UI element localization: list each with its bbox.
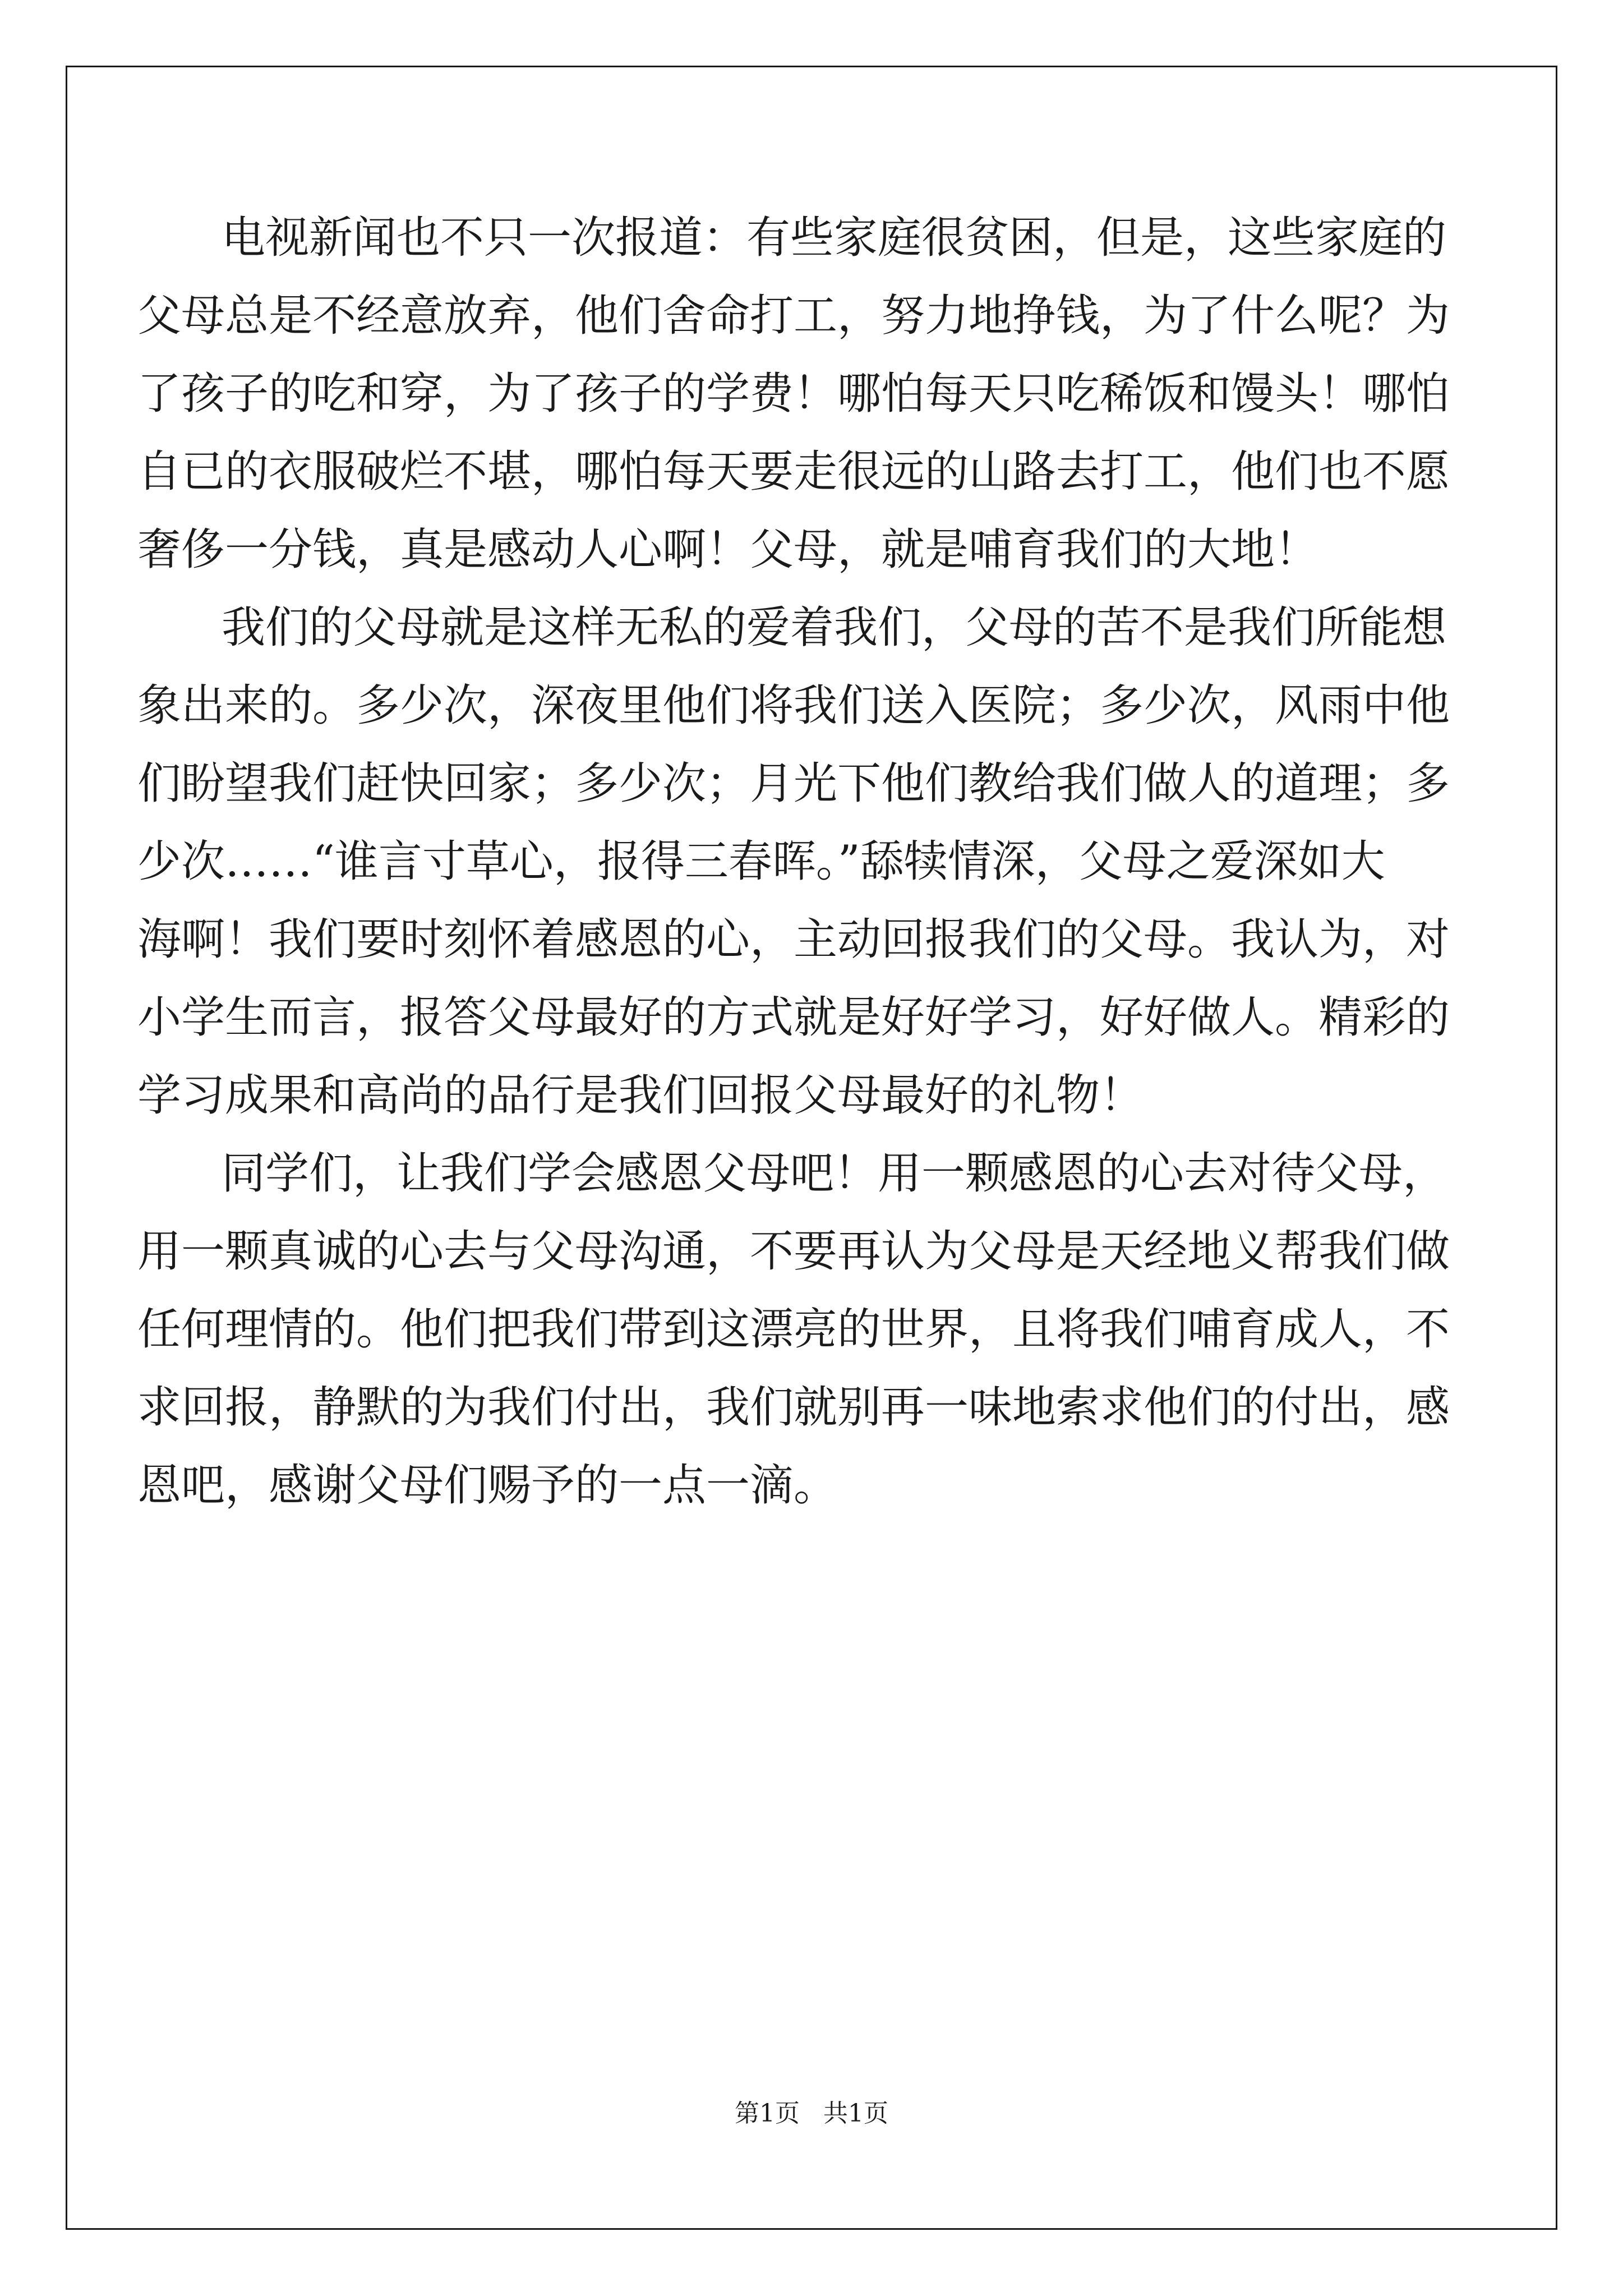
text-line: 我们的父母就是这样无私的爱着我们，父母的苦不是我们所能想 bbox=[222, 602, 1447, 653]
text-line: 父母总是不经意放弃，他们舍命打工，努力地挣钱，为了什么呢？为 bbox=[137, 291, 1450, 341]
text-line: 海啊！我们要时刻怀着感恩的心，主动回报我们的父母。我认为，对 bbox=[137, 914, 1450, 965]
page-number: 第1页 bbox=[735, 2099, 800, 2128]
text-line: 们盼望我们赶快回家；多少次；月光下他们教给我们做人的道理；多 bbox=[137, 758, 1450, 809]
paragraph-2 bbox=[137, 589, 1450, 1135]
text-line: 了孩子的吃和穿，为了孩子的学费！哪怕每天只吃稀饭和馒头！哪怕 bbox=[137, 369, 1450, 419]
text-line: 任何理情的。他们把我们带到这漂亮的世界，且将我们哺育成人，不 bbox=[137, 1304, 1450, 1355]
paragraph-1 bbox=[137, 199, 1450, 589]
text-line: 恩吧，感谢父母们赐予的一点一滴。 bbox=[137, 1460, 838, 1511]
text-line: 用一颗真诚的心去与父母沟通，不要再认为父母是天经地义帮我们做 bbox=[137, 1226, 1450, 1277]
text-line: 电视新闻也不只一次报道：有些家庭很贫困，但是，这些家庭的 bbox=[222, 213, 1447, 263]
text-line: 学习成果和高尚的品行是我们回报父母最好的礼物！ bbox=[137, 1070, 1144, 1121]
page-footer bbox=[0, 2097, 1623, 2131]
text-line: 小学生而言，报答父母最好的方式就是好好学习，好好做人。精彩的 bbox=[137, 992, 1450, 1043]
text-line: 自已的衣服破烂不堪，哪怕每天要走很远的山路去打工，他们也不愿 bbox=[137, 447, 1450, 497]
document-body bbox=[137, 199, 1450, 1525]
text-line: 少次……“谁言寸草心，报得三春晖。”舔犊情深，父母之爱深如大 bbox=[137, 836, 1385, 887]
page-total: 共1页 bbox=[823, 2099, 888, 2128]
text-line: 同学们，让我们学会感恩父母吧！用一颗感恩的心去对待父母， bbox=[222, 1148, 1447, 1199]
text-line: 象出来的。多少次，深夜里他们将我们送入医院；多少次，风雨中他 bbox=[137, 680, 1450, 731]
paragraph-3 bbox=[137, 1135, 1450, 1525]
text-line: 求回报，静默的为我们付出，我们就别再一味地索求他们的付出，感 bbox=[137, 1382, 1450, 1433]
text-line: 奢侈一分钱，真是感动人心啊！父母，就是哺育我们的大地！ bbox=[137, 524, 1319, 575]
